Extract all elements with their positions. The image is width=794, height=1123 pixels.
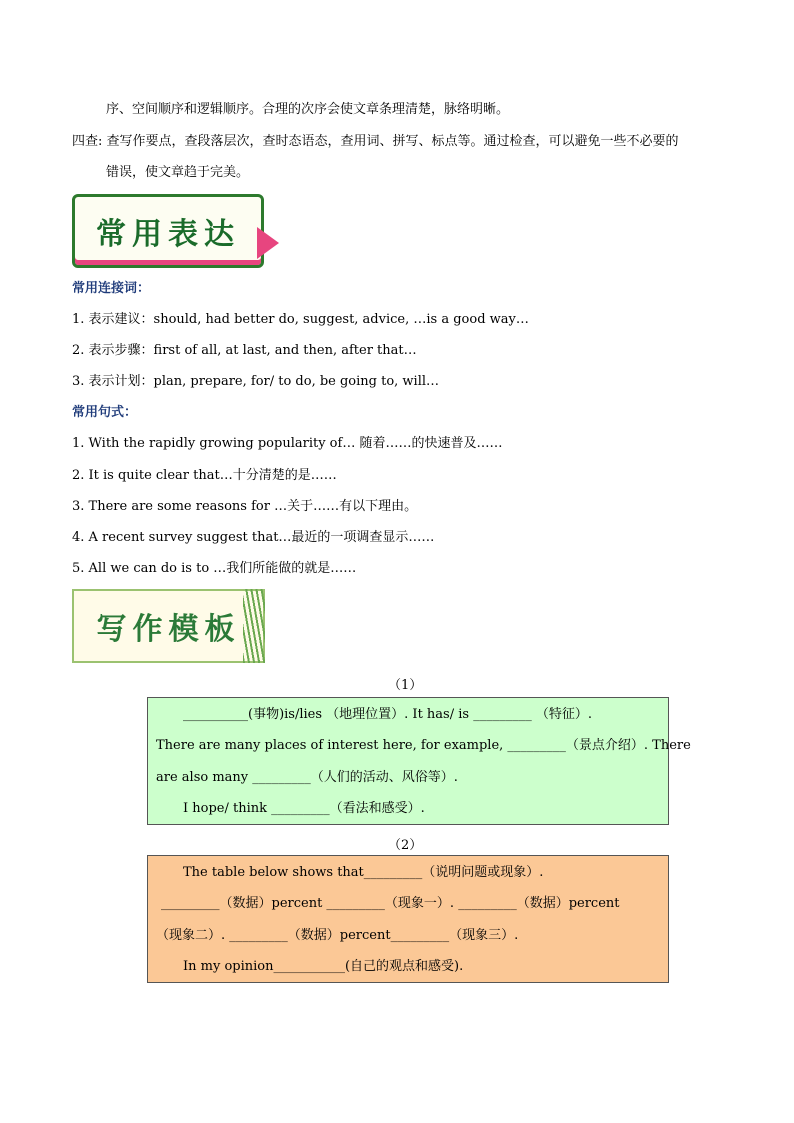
template-1-line: are also many _________（人们的活动、风俗等）.: [156, 770, 458, 785]
connector-item: 1. 表示建议：should, had better do, suggest, advice, …is a good way…: [72, 312, 529, 327]
template-1-box: [147, 697, 691, 825]
banner-common-expressions-text: 常用表达: [96, 217, 240, 252]
banner-pink-arrow: [257, 227, 279, 259]
template-2-line: （现象二）. _________（数据）percent_________（现象三）.: [156, 928, 519, 943]
connector-item: 2. 表示步骤：first of all, at last, and then, after that…: [72, 343, 417, 358]
intro-line-2: 四查: 查写作要点，查段落层次，查时态语态，查用词、拼写、标点等。通过检查，可以避免一些不必要的: [72, 134, 679, 149]
intro-line-1: 序、空间顺序和逻辑顺序。合理的次序会使文章条理清楚，脉络明晰。: [106, 102, 510, 117]
sentence-item: 4. A recent survey suggest that…最近的一项调查显示……: [72, 530, 435, 545]
sentence-item: 1. With the rapidly growing popularity of… 随着……的快速普及……: [72, 436, 503, 451]
connector-item: 3. 表示计划：plan, prepare, for/ to do, be going to, will…: [72, 374, 440, 389]
template-2-box: [147, 855, 669, 983]
template-2-line: _________（数据）percent _________（现象一）. _________（数据）percent: [161, 896, 620, 911]
sentence-item: 2. It is quite clear that…十分清楚的是……: [72, 468, 337, 483]
template-1-line: I hope/ think _________（看法和感受）.: [183, 801, 425, 816]
banner-common-expressions: [72, 194, 264, 268]
template-2-label: （2）: [388, 838, 423, 853]
banner-writing-template: [72, 589, 265, 663]
sentences-heading: 常用句式：: [72, 405, 138, 420]
template-1-line: __________(事物)is/lies （地理位置）. It has/ is _________ （特征）.: [183, 707, 592, 722]
connectors-heading: 常用连接词：: [72, 281, 151, 296]
template-2-line: The table below shows that_________（说明问题或现象）.: [183, 865, 544, 880]
sentence-item: 3. There are some reasons for …关于……有以下理由。: [72, 499, 418, 514]
template-1-label: （1）: [388, 678, 423, 693]
grass-decoration-icon: [243, 589, 265, 663]
intro-line-3: 错误，使文章趋于完美。: [106, 165, 250, 180]
template-2-line: In my opinion___________(自己的观点和感受).: [183, 959, 464, 974]
sentence-item: 5. All we can do is to …我们所能做的就是……: [72, 561, 357, 576]
banner-writing-template-text: 写作模板: [96, 612, 241, 647]
template-1-line: There are many places of interest here, for example, _________（景点介绍）. There: [156, 738, 691, 753]
